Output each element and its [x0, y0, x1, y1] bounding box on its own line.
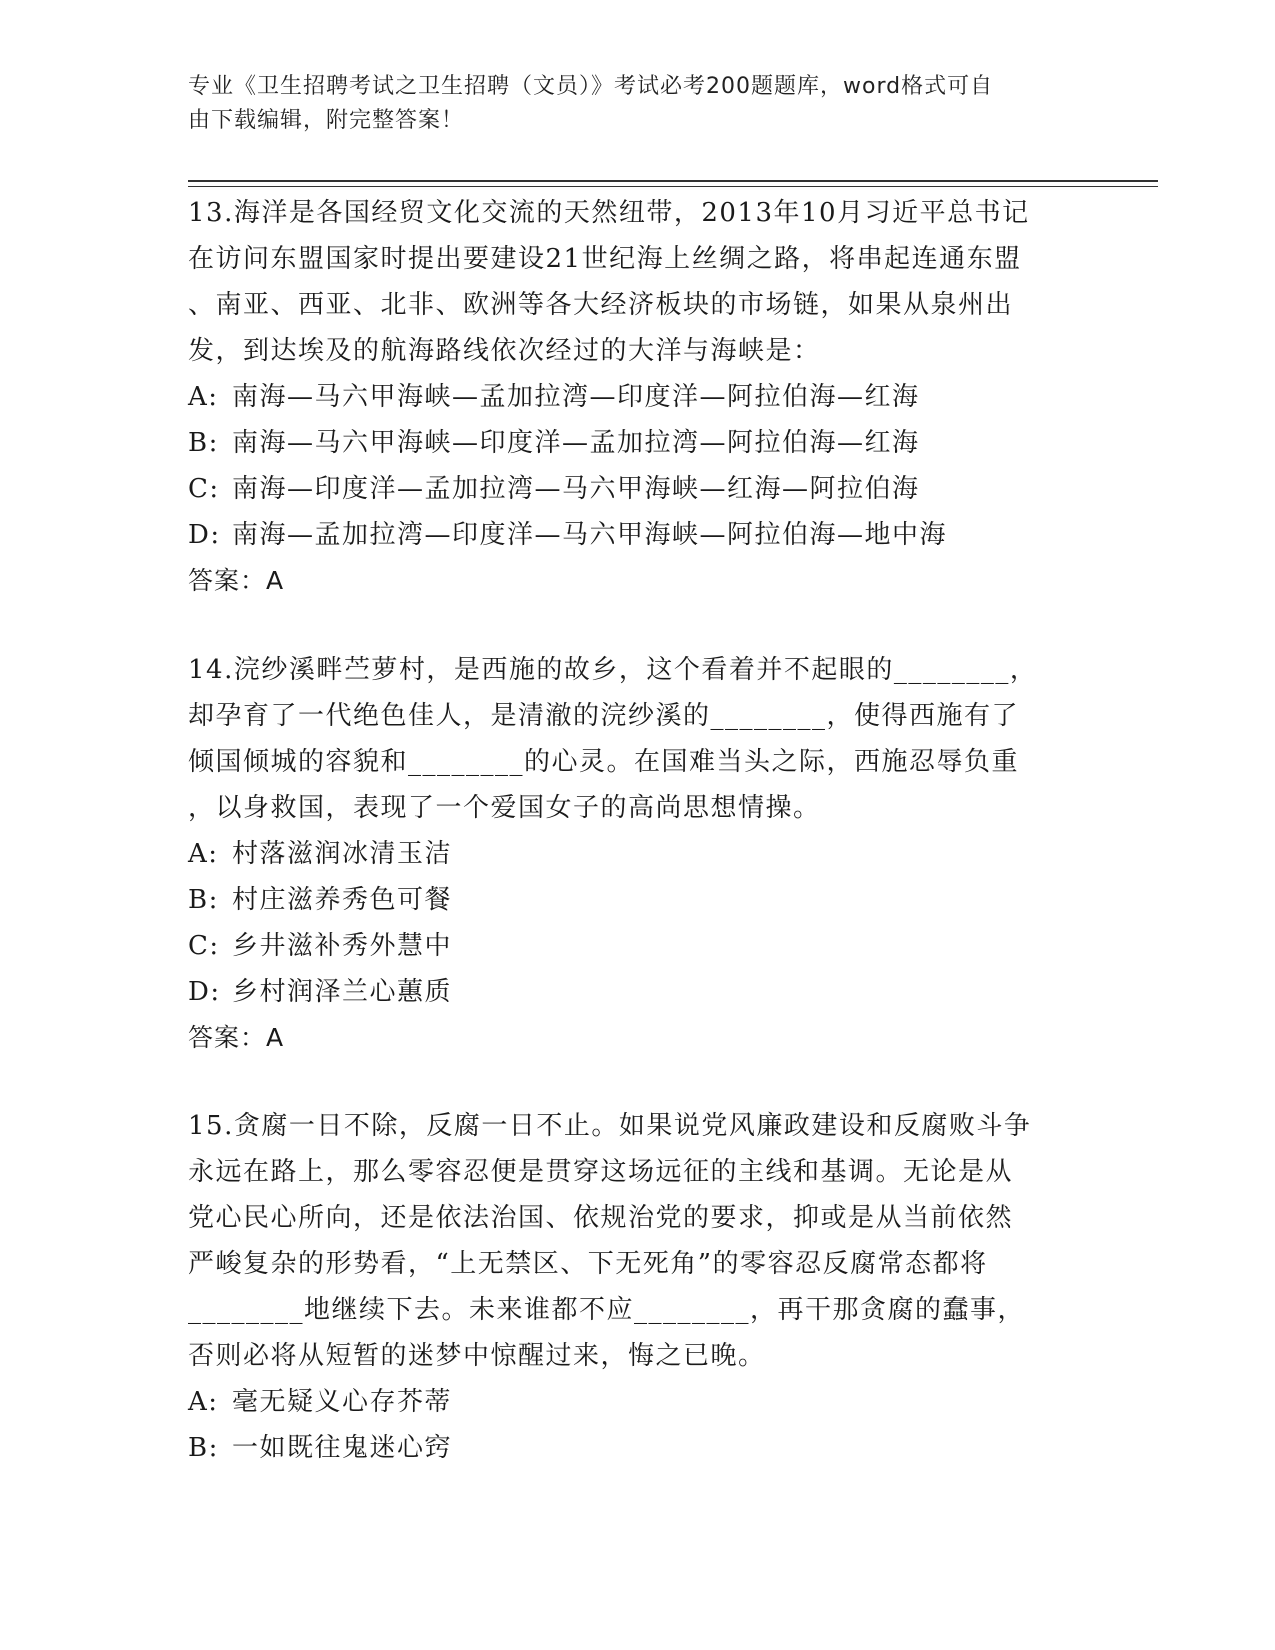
option-text: 南海—马六甲海峡—印度洋—孟加拉湾—阿拉伯海—红海: [232, 428, 920, 458]
option-letter: C:: [188, 474, 220, 504]
question-stem-line: ________地继续下去。未来谁都不应________，再干那贪腐的蠢事，: [188, 1295, 1026, 1325]
option-letter: B:: [188, 428, 219, 458]
question-stem-line: 13.海洋是各国经贸文化交流的天然纽带，2013年10月习近平总书记: [188, 198, 1030, 228]
option-c: [188, 466, 1088, 512]
option-b: [188, 1425, 1088, 1471]
question-stem-line: 否则必将从短暂的迷梦中惊醒过来，悔之已晚。: [188, 1341, 766, 1371]
answer-line: 答案：A: [188, 1023, 285, 1052]
option-letter: B:: [188, 885, 219, 915]
question-stem-line: 14.浣纱溪畔苎萝村，是西施的故乡，这个看着并不起眼的________，: [188, 655, 1038, 685]
question-15: [188, 1103, 1088, 1471]
header-line-1: 专业《卫生招聘考试之卫生招聘（文员）》考试必考200题题库，word格式可自: [188, 74, 994, 99]
question-13: [188, 190, 1088, 604]
question-stem-line: 15.贪腐一日不除，反腐一日不止。如果说党风廉政建设和反腐败斗争: [188, 1111, 1032, 1141]
question-stem-line: ，以身救国，表现了一个爱国女子的高尚思想情操。: [188, 793, 821, 823]
option-letter: D:: [188, 977, 221, 1007]
option-text: 乡村润泽兰心蕙质: [232, 977, 453, 1007]
option-letter: A:: [188, 1387, 219, 1417]
question-stem-line: 倾国倾城的容貌和________的心灵。在国难当头之际，西施忍辱负重: [188, 747, 1020, 777]
option-letter: B:: [188, 1433, 219, 1463]
option-b: [188, 420, 1088, 466]
answer-line: 答案：A: [188, 566, 285, 595]
option-letter: A:: [188, 839, 219, 869]
option-text: 村庄滋养秀色可餐: [232, 885, 453, 915]
option-letter: C:: [188, 931, 220, 961]
document-header: [188, 70, 1068, 138]
option-text: 乡井滋补秀外慧中: [232, 931, 453, 961]
question-14: [188, 647, 1088, 1061]
option-a: [188, 831, 1088, 877]
option-d: [188, 512, 1088, 558]
option-letter: D:: [188, 520, 221, 550]
question-stem-line: 永远在路上，那么零容忍便是贯穿这场远征的主线和基调。无论是从: [188, 1157, 1014, 1187]
option-a: [188, 374, 1088, 420]
option-text: 南海—马六甲海峡—孟加拉湾—印度洋—阿拉伯海—红海: [232, 382, 920, 412]
question-stem-line: 在访问东盟国家时提出要建设21世纪海上丝绸之路，将串起连通东盟: [188, 244, 1022, 274]
option-d: [188, 969, 1088, 1015]
question-stem-line: 发，到达埃及的航海路线依次经过的大洋与海峡是：: [188, 336, 821, 366]
question-stem-line: 严峻复杂的形势看，“上无禁区、下无死角”的零容忍反腐常态都将: [188, 1249, 988, 1279]
option-a: [188, 1379, 1088, 1425]
question-stem-line: 、南亚、西亚、北非、欧洲等各大经济板块的市场链，如果从泉州出: [188, 290, 1014, 320]
header-divider-thick: [188, 180, 1158, 182]
question-stem-line: 却孕育了一代绝色佳人，是清澈的浣纱溪的________，使得西施有了: [188, 701, 1020, 731]
option-text: 毫无疑义心存芥蒂: [232, 1387, 453, 1417]
option-text: 南海—孟加拉湾—印度洋—马六甲海峡—阿拉伯海—地中海: [232, 520, 948, 550]
option-b: [188, 877, 1088, 923]
option-text: 一如既往鬼迷心窍: [232, 1433, 453, 1463]
option-letter: A:: [188, 382, 219, 412]
question-stem-line: 党心民心所向，还是依法治国、依规治党的要求，抑或是从当前依然: [188, 1203, 1014, 1233]
option-c: [188, 923, 1088, 969]
header-divider-thin: [188, 186, 1158, 187]
option-text: 村落滋润冰清玉洁: [232, 839, 453, 869]
header-line-2: 由下载编辑，附完整答案！: [188, 108, 465, 133]
option-text: 南海—印度洋—孟加拉湾—马六甲海峡—红海—阿拉伯海: [232, 474, 920, 504]
